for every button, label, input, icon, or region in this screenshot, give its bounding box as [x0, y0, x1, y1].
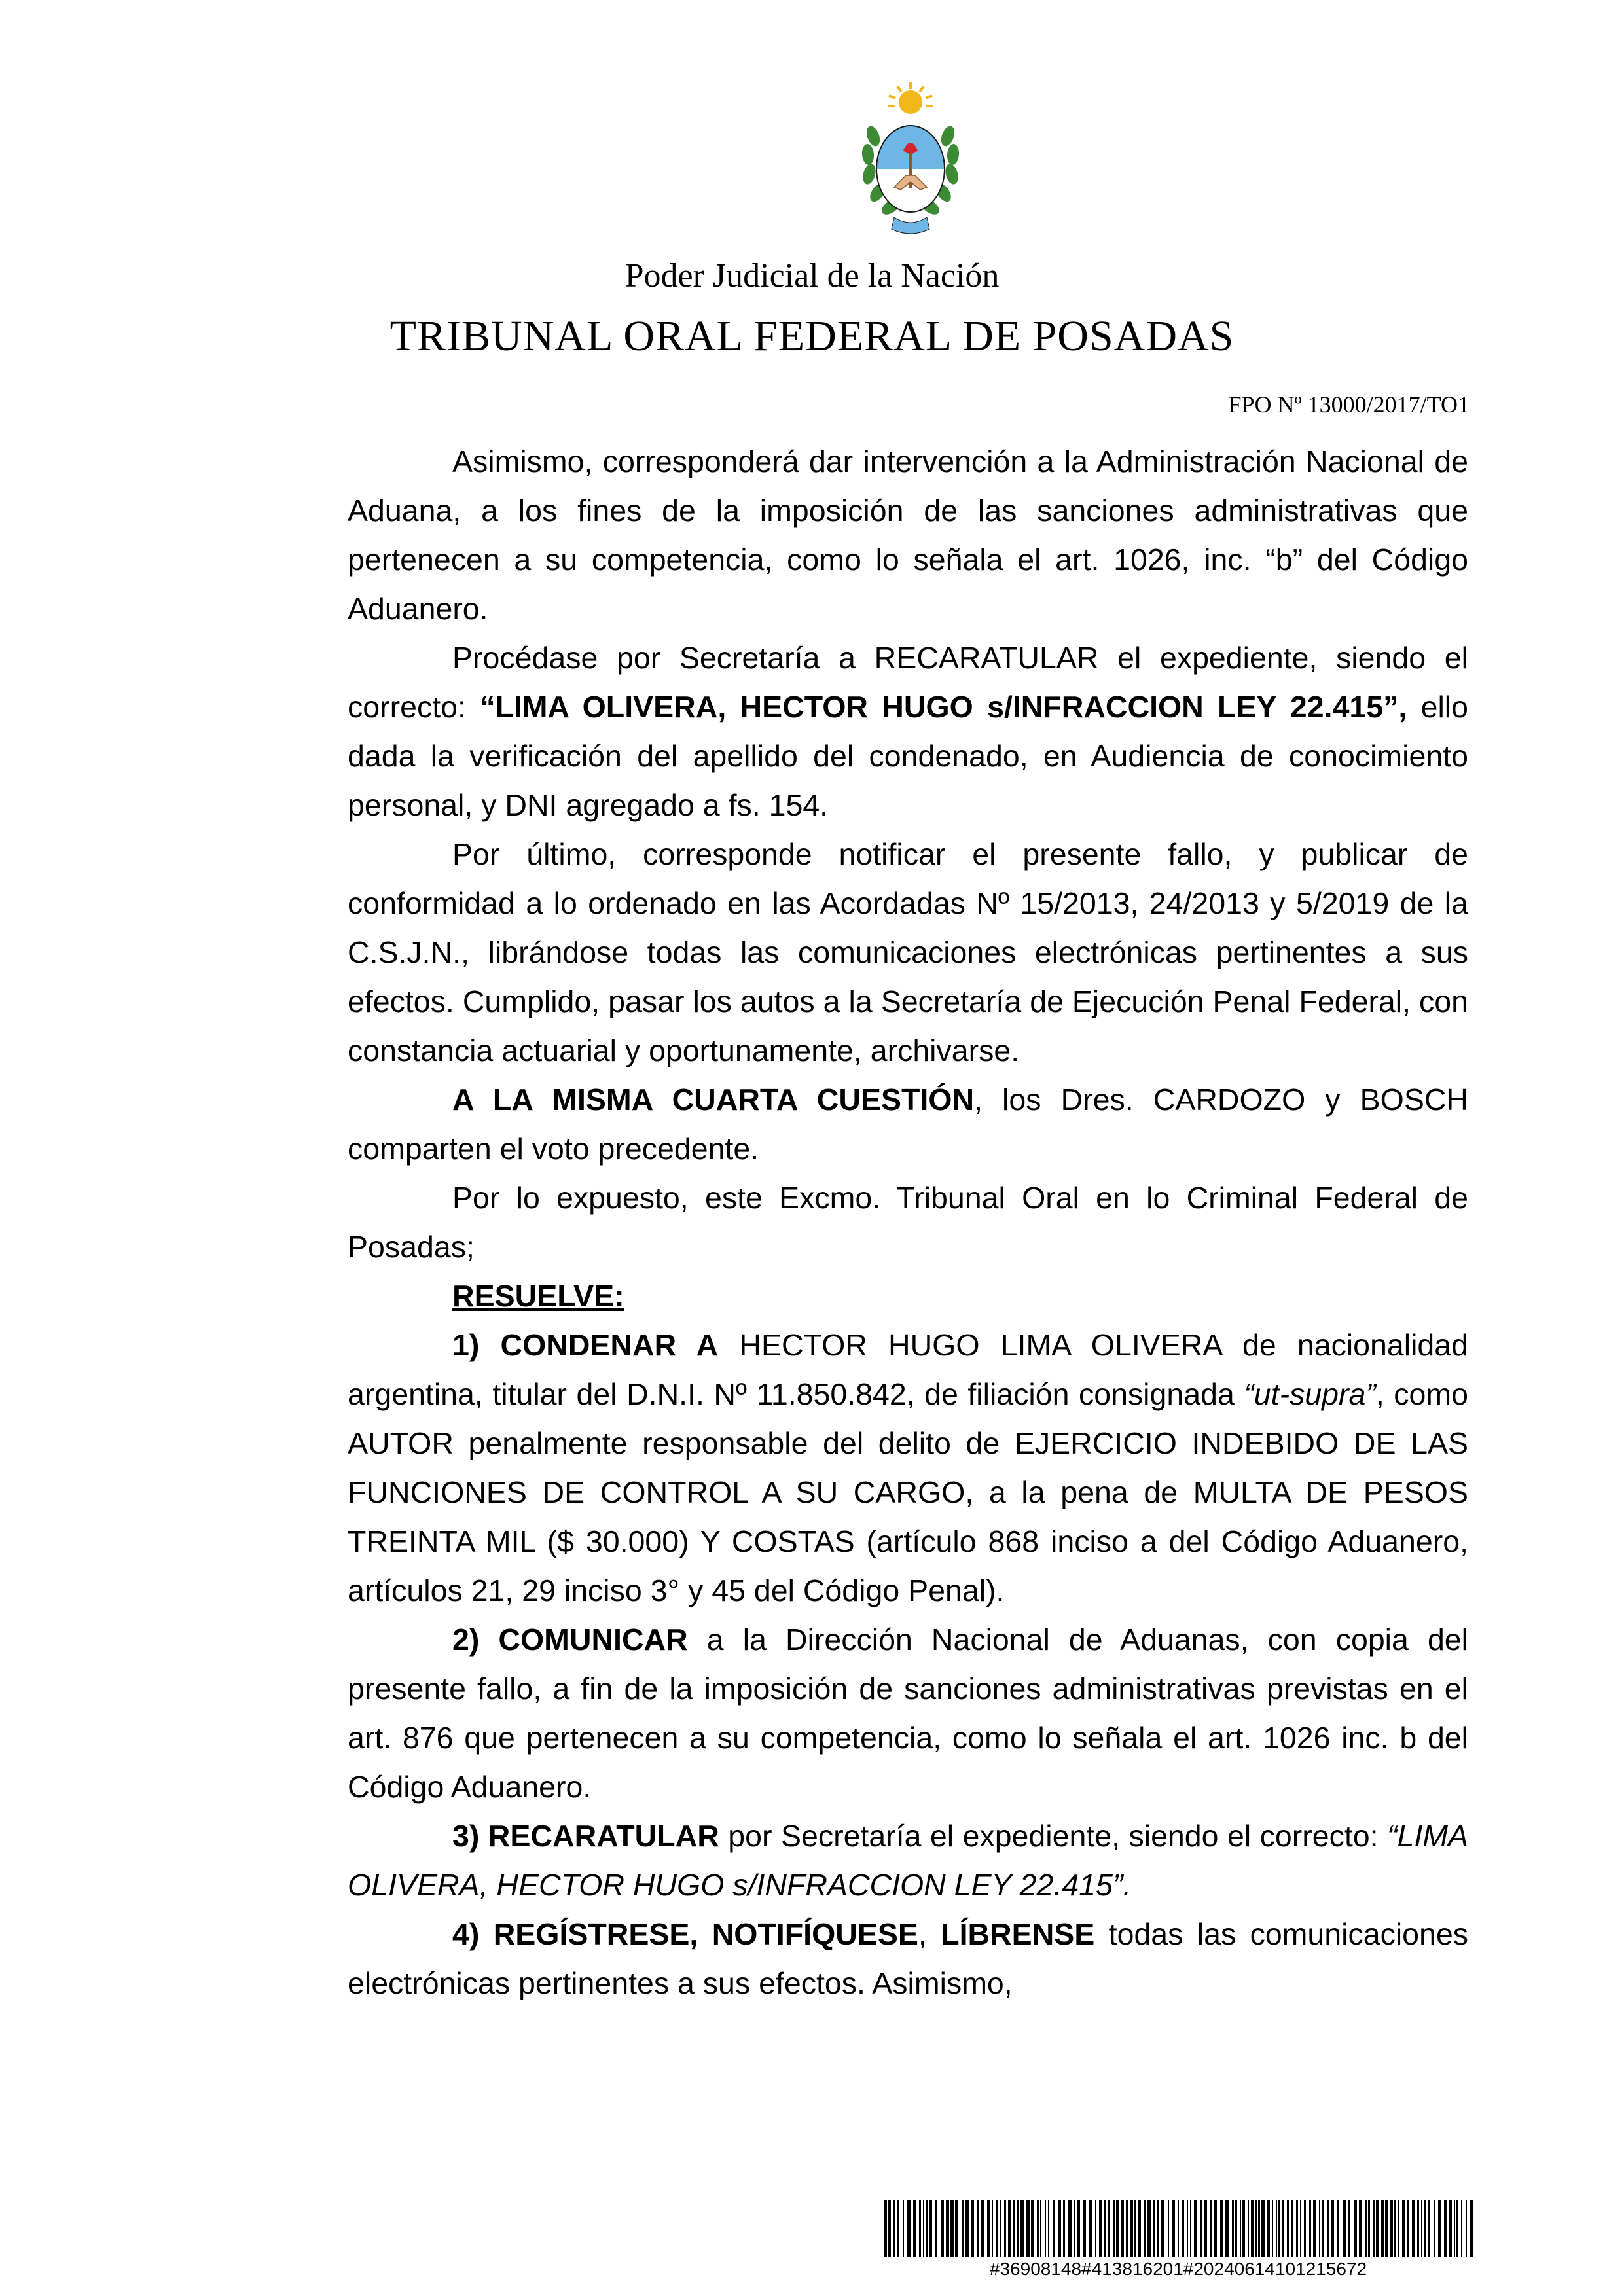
barcode-bar: [1304, 2200, 1306, 2257]
barcode-bar: [1466, 2200, 1467, 2257]
resolution-item-4: [348, 1910, 1468, 2008]
barcode-bar: [913, 2200, 916, 2257]
barcode-bar: [1421, 2200, 1422, 2257]
text-segment: por Secretaría el expediente, siendo el correcto:: [719, 1819, 1387, 1853]
barcode-bar: [1020, 2200, 1024, 2257]
barcode-bar: [1248, 2200, 1249, 2257]
text-italic: “LIMA OLIVERA, HECTOR HUGO s/INFRACCION LEY 22.415”.: [348, 1819, 1468, 1902]
barcode-bar: [941, 2200, 944, 2257]
document-body: [348, 437, 1468, 2008]
barcode-bar: [1322, 2200, 1324, 2257]
barcode-bar: [1144, 2200, 1146, 2257]
barcode-bar: [962, 2200, 964, 2257]
barcode-bar: [893, 2200, 895, 2257]
barcode-bar: [1053, 2200, 1055, 2257]
barcode-bar: [1319, 2200, 1320, 2257]
barcode-bar: [1381, 2200, 1384, 2257]
paragraph-fourth-question: [348, 1075, 1468, 1174]
barcode-bar: [1210, 2200, 1212, 2257]
text-segment: HECTOR HUGO LIMA OLIVERA de nacionalidad argentina, titular del D.N.I. Nº 11.850.842, de filiación consignada: [348, 1328, 1468, 1411]
barcode-bar: [1240, 2200, 1241, 2257]
barcode-bar: [1251, 2200, 1254, 2257]
sun-of-may-icon: [888, 82, 933, 114]
barcode-bar: [1276, 2200, 1277, 2257]
barcode-bar: [1287, 2200, 1289, 2257]
barcode-bar: [1200, 2200, 1202, 2257]
resolution-item-2: [348, 1615, 1468, 1812]
barcode-bar: [1095, 2200, 1096, 2257]
barcode-bar: [1048, 2200, 1049, 2257]
barcode-bar: [1147, 2200, 1151, 2257]
resolution-item-3: [348, 1812, 1468, 1910]
barcode-bar: [1327, 2200, 1329, 2257]
section-heading: A LA MISMA CUARTA CUESTIÓN: [452, 1083, 975, 1117]
barcode-bar: [1291, 2200, 1293, 2257]
barcode-bar: [1348, 2200, 1350, 2257]
barcode-bar: [1261, 2200, 1265, 2257]
barcode-bar: [1026, 2200, 1030, 2257]
barcode-bar: [1232, 2200, 1234, 2257]
barcode-bar: [1258, 2200, 1260, 2257]
resuelve-label: RESUELVE:: [452, 1279, 624, 1313]
barcode-bar: [1178, 2200, 1179, 2257]
barcode-bar: [1194, 2200, 1197, 2257]
barcode-bar: [907, 2200, 911, 2257]
case-number: FPO Nº 13000/2017/TO1: [1228, 391, 1470, 418]
barcode-bar: [1089, 2200, 1092, 2257]
barcode-bar: [1434, 2200, 1435, 2257]
barcode-bar: [1373, 2200, 1375, 2257]
barcode-bar: [1225, 2200, 1229, 2257]
national-coat-of-arms: [848, 77, 973, 241]
barcode-bar: [1282, 2200, 1284, 2257]
barcode-bar: [1063, 2200, 1065, 2257]
barcode-bar: [903, 2200, 904, 2257]
barcode-bar: [1083, 2200, 1086, 2257]
barcode-bar: [1074, 2200, 1075, 2257]
barcode-bar: [1272, 2200, 1273, 2257]
resolution-item-1: [348, 1321, 1468, 1615]
barcode-bar: [1278, 2200, 1280, 2257]
barcode-bar: [1337, 2200, 1339, 2257]
barcode-bar: [1153, 2200, 1155, 2257]
text-segment: , los Dres. CARDOZO y BOSCH comparten el voto precedente.: [348, 1083, 1468, 1166]
barcode-bar: [1417, 2200, 1419, 2257]
text-segment: Procédase por Secretaría a RECARATULAR el expediente, siendo el correcto:: [348, 641, 1468, 724]
barcode-bar: [1138, 2200, 1141, 2257]
barcode-bar: [1461, 2200, 1462, 2257]
barcode-icon: [884, 2200, 1473, 2257]
barcode-bar: [884, 2200, 887, 2257]
text-italic: “ut-supra”: [1244, 1377, 1376, 1411]
barcode-bar: [1104, 2200, 1106, 2257]
barcode-bar: [1121, 2200, 1124, 2257]
barcode-bar: [1113, 2200, 1115, 2257]
barcode-bar: [1157, 2200, 1159, 2257]
barcode-bar: [1000, 2200, 1001, 2257]
barcode-bar: [1331, 2200, 1334, 2257]
barcode-bar: [1456, 2200, 1458, 2257]
barcode-bar: [888, 2200, 891, 2257]
barcode-bar: [1368, 2200, 1370, 2257]
barcode-bar: [1182, 2200, 1184, 2257]
barcode-bar: [1438, 2200, 1441, 2257]
barcode-bar: [1449, 2200, 1452, 2257]
text-segment: , como AUTOR penalmente responsable del delito de EJERCICIO INDEBIDO DE LAS FUNCIONES DE CONTROL A SU CARGO, a la pena de MULTA DE PESOS TREINTA MIL ($ 30.000) Y COSTAS (artículo 868 inciso a del Código Aduanero, artículos 21, 29 inciso 3° y 45 del Código Penal).: [348, 1377, 1468, 1607]
barcode-bar: [1045, 2200, 1046, 2257]
barcode-bar: [1116, 2200, 1119, 2257]
barcode-bar: [919, 2200, 921, 2257]
barcode-bar: [897, 2200, 899, 2257]
barcode-bar: [1134, 2200, 1136, 2257]
barcode-bar: [935, 2200, 937, 2257]
barcode-bar: [1161, 2200, 1164, 2257]
barcode-number: #36908148#413816201#20240614101215672: [989, 2259, 1367, 2279]
barcode-bar: [1354, 2200, 1357, 2257]
barcode-bar: [929, 2200, 932, 2257]
text-segment: ,: [918, 1917, 941, 1951]
institution-title: Poder Judicial de la Nación: [624, 257, 1000, 295]
barcode-bar: [1296, 2200, 1298, 2257]
barcode-bar: [1220, 2200, 1223, 2257]
barcode-bar: [1359, 2200, 1362, 2257]
barcode-bar: [926, 2200, 928, 2257]
barcode-bar: [1343, 2200, 1346, 2257]
barcode-bar: [1402, 2200, 1405, 2257]
barcode-bar: [950, 2200, 954, 2257]
item-label: 4) REGÍSTRESE, NOTIFÍQUESE: [452, 1917, 918, 1951]
barcode-bar: [955, 2200, 958, 2257]
paragraph-therefore: Por lo expuesto, este Excmo. Tribunal Oral en lo Criminal Federal de Posadas;: [348, 1181, 1468, 1264]
barcode-bar: [1398, 2200, 1399, 2257]
barcode-bar: [1017, 2200, 1019, 2257]
paragraph-recaratular: [348, 634, 1468, 830]
item-label: 3) RECARATULAR: [452, 1819, 719, 1853]
barcode-bar: [1376, 2200, 1379, 2257]
barcode-bar: [1204, 2200, 1207, 2257]
barcode-bar: [1040, 2200, 1041, 2257]
text-segment: ello dada la verificación del apellido del condenado, en Audiencia de conocimiento personal, y DNI agregado a fs. 154.: [348, 690, 1468, 822]
barcode-bar: [1190, 2200, 1191, 2257]
barcode-bar: [1267, 2200, 1270, 2257]
shield-icon: [875, 123, 947, 215]
barcode-bar: [987, 2200, 990, 2257]
barcode-bar: [977, 2200, 979, 2257]
barcode-bar: [1172, 2200, 1175, 2257]
barcode-bar: [1470, 2200, 1473, 2257]
resolution-heading: [348, 1272, 1468, 1321]
case-caption: “LIMA OLIVERA, HECTOR HUGO s/INFRACCION LEY 22.415”,: [480, 690, 1407, 724]
barcode-bar: [1068, 2200, 1072, 2257]
item-label: 1) CONDENAR A: [452, 1328, 719, 1362]
barcode-bar: [1428, 2200, 1430, 2257]
barcode-bar: [1008, 2200, 1011, 2257]
barcode-bar: [946, 2200, 949, 2257]
barcode-bar: [1031, 2200, 1034, 2257]
text-segment: a la Dirección Nacional de Aduanas, con copia del presente fallo, a fin de la imposición de sanciones administrativas previstas en el art. 876 que pertenecen a su competencia, como lo señala el art. 1026 inc. b del Código Aduanero.: [348, 1623, 1468, 1804]
barcode-bar: [1454, 2200, 1455, 2257]
barcode-bar: [1412, 2200, 1415, 2257]
barcode-bar: [1309, 2200, 1311, 2257]
barcode-bar: [1058, 2200, 1061, 2257]
barcode-bar: [923, 2200, 924, 2257]
barcode-bar: [1004, 2200, 1006, 2257]
barcode-bar: [1385, 2200, 1388, 2257]
item-label: LÍBRENSE: [941, 1917, 1095, 1951]
barcode-bar: [1013, 2200, 1015, 2257]
barcode-bar: [1099, 2200, 1102, 2257]
barcode-bar: [1390, 2200, 1393, 2257]
barcode-bar: [971, 2200, 974, 2257]
barcode-bar: [1168, 2200, 1169, 2257]
barcode-bar: [965, 2200, 969, 2257]
barcode-bar: [981, 2200, 984, 2257]
barcode-bar: [1242, 2200, 1245, 2257]
barcode-bar: [1313, 2200, 1316, 2257]
barcode-bar: [1187, 2200, 1188, 2257]
barcode-bar: [1394, 2200, 1396, 2257]
barcode-bar: [996, 2200, 998, 2257]
barcode-bar: [1365, 2200, 1367, 2257]
paragraph-notify: Por último, corresponde notificar el presente fallo, y publicar de conformidad a lo ordenado en las Acordadas Nº 15/2013, 24/2013 y 5/2019 de la C.S.J.N., librándose todas las comunicaciones electrónicas pertinentes a sus efectos. Cumplido, pasar los autos a la Secretaría de Ejecución Penal Federal, con constancia actuarial y oportunamente, archivarse.: [348, 837, 1468, 1067]
paragraph-intervention: Asimismo, corresponderá dar intervención a la Administración Nacional de Aduana, a los fines de la imposición de las sanciones administrativas que pertenecen a su competencia, como lo señala el art. 1026, inc. “b” del Código Aduanero.: [348, 444, 1468, 626]
barcode-bar: [1108, 2200, 1110, 2257]
barcode-bar: [1037, 2200, 1039, 2257]
barcode-bar: [1255, 2200, 1257, 2257]
barcode-bar: [1444, 2200, 1447, 2257]
barcode-bar: [1300, 2200, 1301, 2257]
barcode-bar: [1424, 2200, 1426, 2257]
barcode-bar: [1407, 2200, 1409, 2257]
ribbon-icon: [892, 217, 929, 234]
item-label: 2) COMUNICAR: [452, 1623, 688, 1657]
barcode-bar: [1130, 2200, 1133, 2257]
barcode-bar: [1077, 2200, 1080, 2257]
barcode-bar: [992, 2200, 993, 2257]
barcode-bar: [1235, 2200, 1237, 2257]
barcode-bar: [1214, 2200, 1217, 2257]
barcode-bar: [1126, 2200, 1128, 2257]
court-title: TRIBUNAL ORAL FEDERAL DE POSADAS: [389, 312, 1235, 360]
text-segment: todas las comunicaciones electrónicas pertinentes a sus efectos. Asimismo,: [348, 1917, 1468, 2000]
